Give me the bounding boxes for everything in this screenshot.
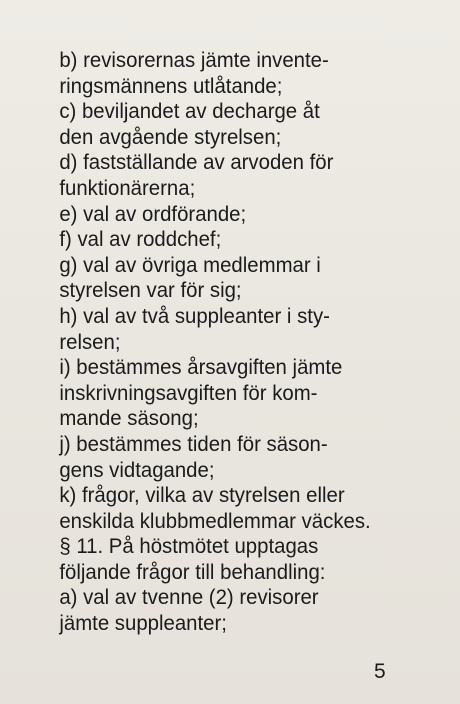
item-line: a) val av tvenne (2) revisorer [59,586,319,610]
item-h [38,304,383,355]
page-number: 5 [374,660,386,683]
item-line: k) frågor, vilka av styrelsen eller [59,484,345,508]
item-line: den avgående styrelsen; [59,125,282,149]
item-line: f) val av roddchef; [59,228,222,252]
item-line: j) bestämmes tiden för säson- [59,432,328,456]
body-text [38,48,383,637]
item-line: g) val av övriga medlemmar i [59,253,321,277]
section-line: följande frågor till behandling: [59,560,326,584]
item-line: c) beviljandet av decharge åt [59,100,320,124]
item-g [38,253,383,304]
item-line: enskilda klubbmedlemmar väckes. [59,509,371,533]
section-line: § 11. På höstmötet upptagas [59,535,319,559]
item-line: b) revisorernas jämte invente- [59,49,329,72]
item-line: inskrivningsavgiften för kom- [59,381,318,405]
item-line: i) bestämmes årsavgiften jämte [59,356,343,380]
item-k [38,483,383,534]
item-b [38,48,383,99]
item-line: h) val av två suppleanter i sty- [59,304,330,328]
item-c [38,99,383,150]
item-d [38,150,383,201]
item-f [38,227,383,253]
item-e [38,202,383,228]
item-line: jämte suppleanter; [59,612,227,636]
item-i [38,355,383,432]
item-line: e) val av ordförande; [59,202,247,226]
item-line: styrelsen var för sig; [59,279,242,303]
item-line: ringsmännens utlåtande; [59,74,283,98]
item-line: mande säsong; [59,407,199,431]
item-j [38,432,383,483]
section-11-heading [38,534,383,585]
item-line: gens vidtagande; [59,458,215,482]
item-line: relsen; [59,330,121,354]
item-a [38,585,383,636]
item-line: d) fastställande av arvoden för [59,151,334,175]
item-line: funktionärerna; [59,176,196,200]
